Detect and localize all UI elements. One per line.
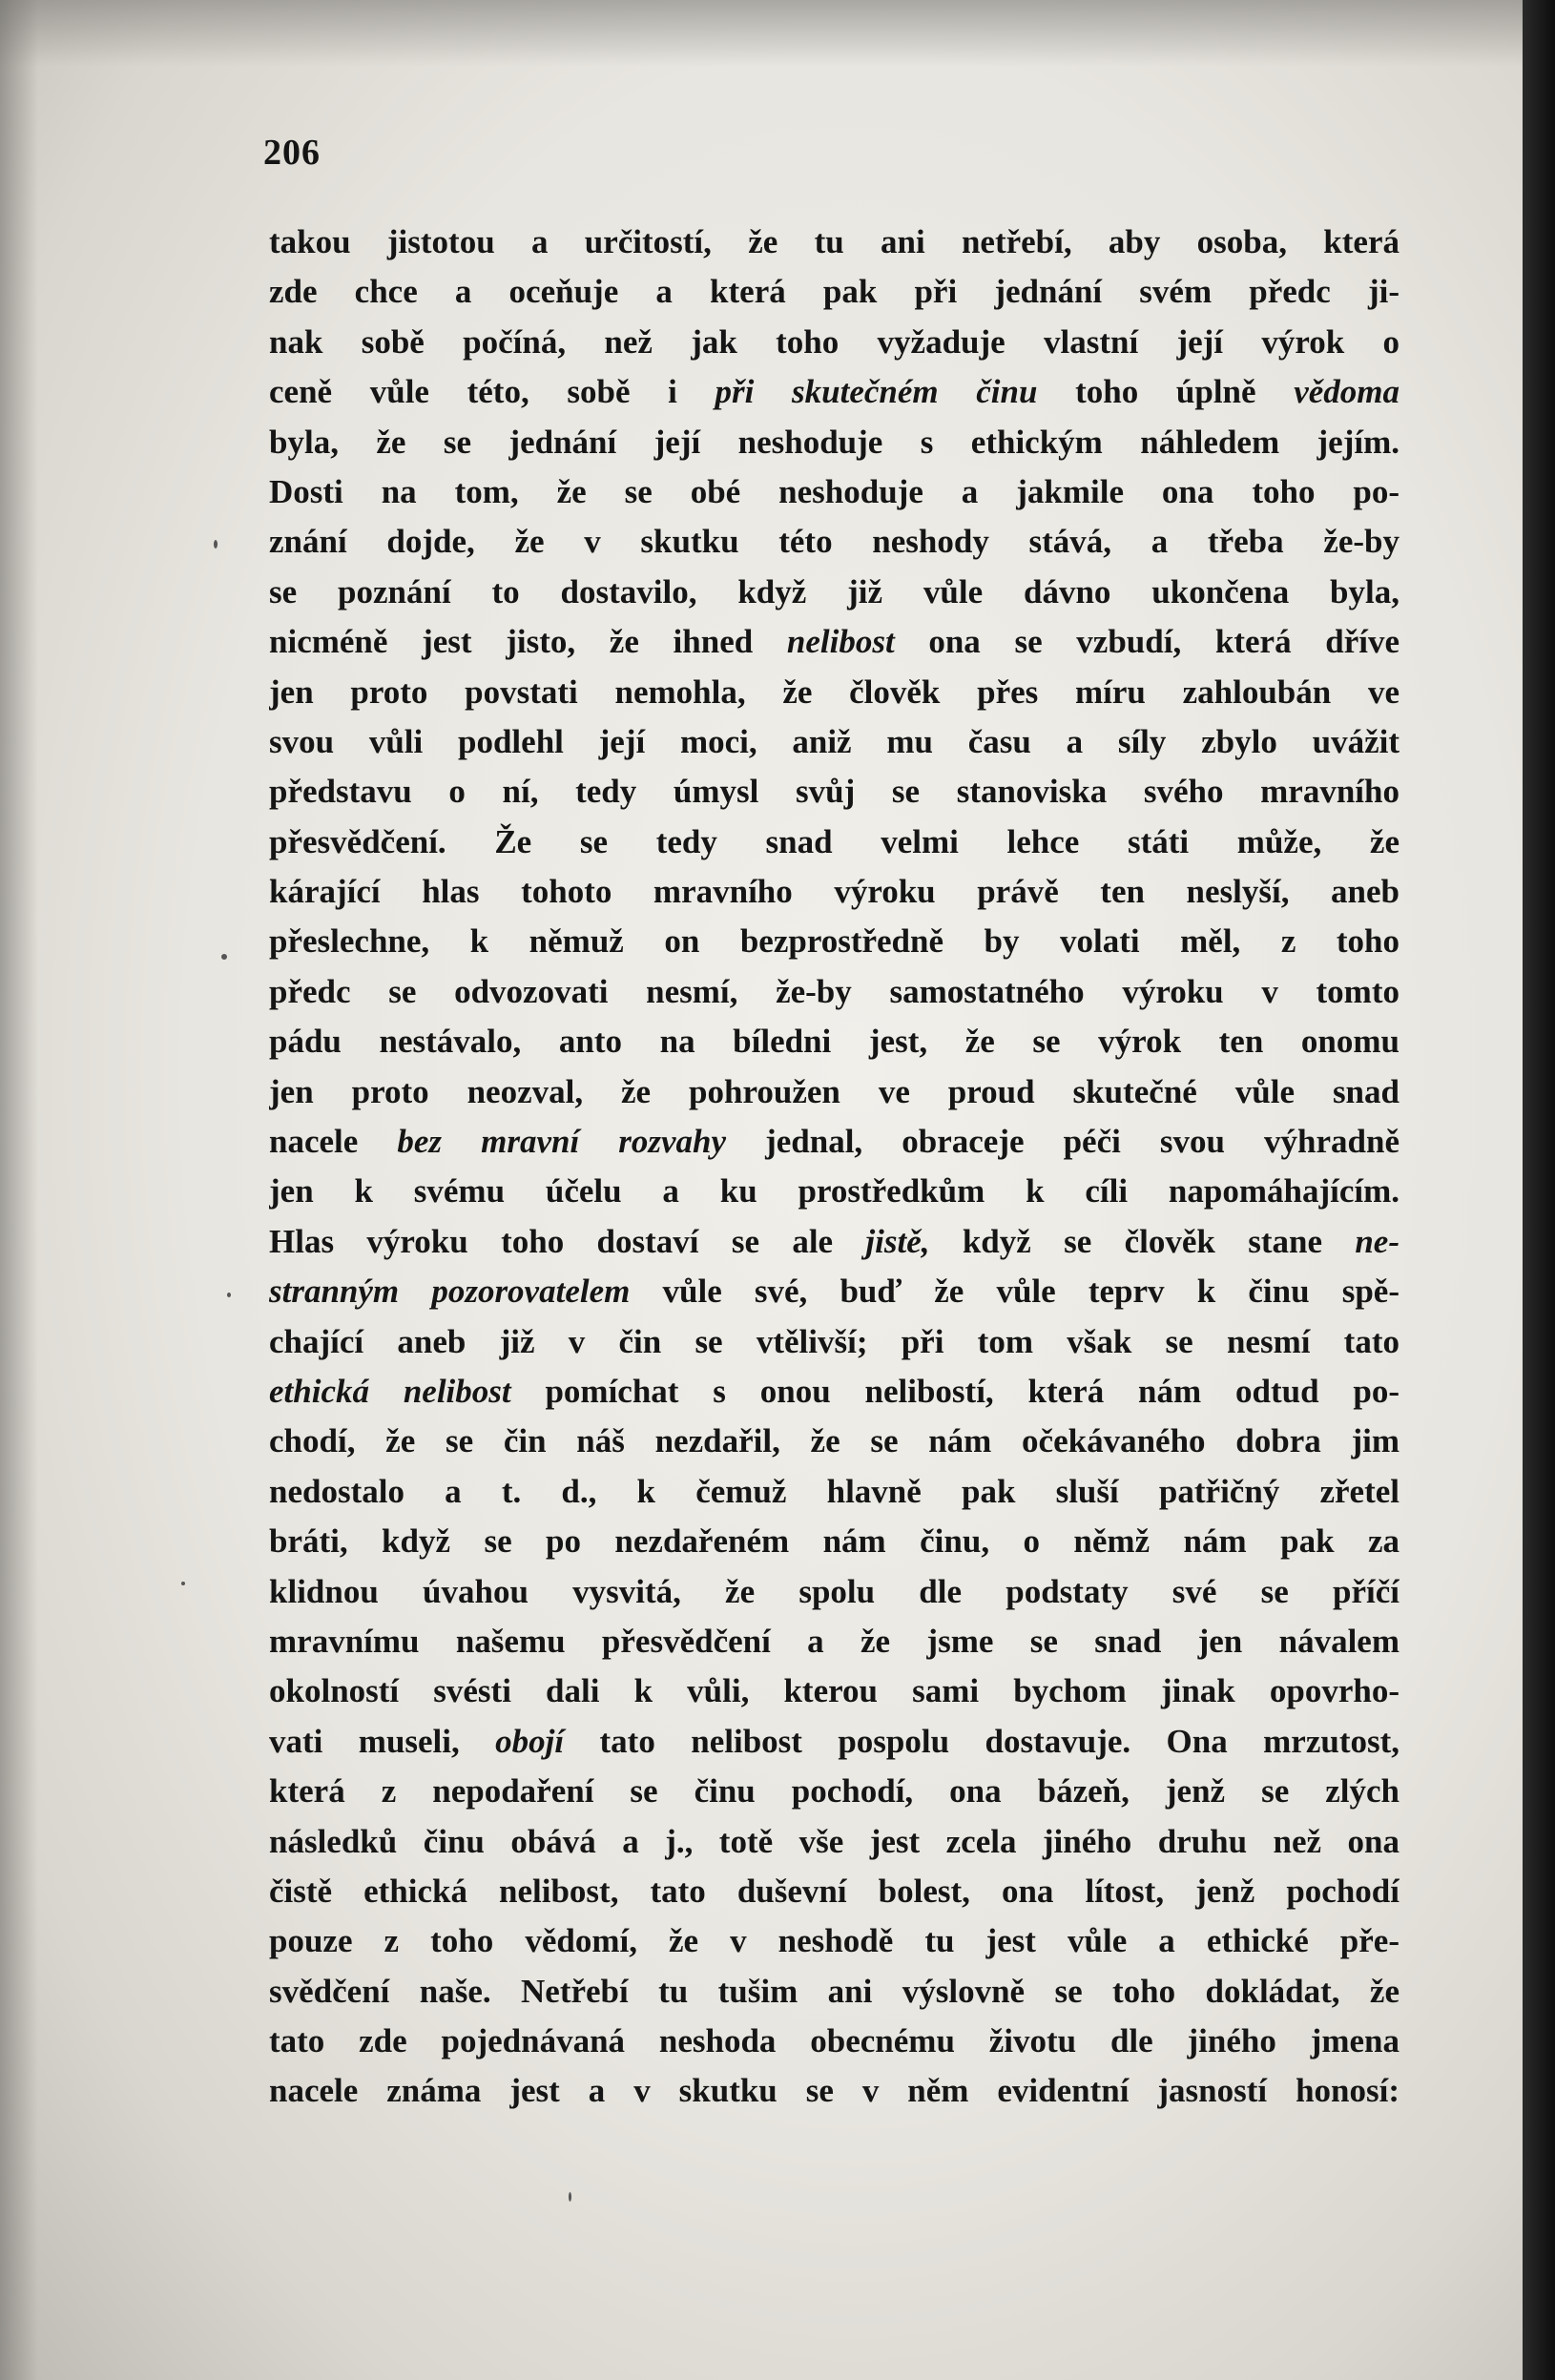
text-segment: tato zde pojednávaná neshoda obecnému životu dle jiného jmena [269,2022,1400,2060]
emphasized-text: stranným pozorovatelem [269,1273,631,1311]
text-line [269,1317,1400,1367]
text-line [269,867,1400,917]
text-segment: nicméně jest jisto, že ihned [269,623,787,661]
text-line [269,1867,1400,1916]
text-segment: následků činu obává a j., totě vše jest zcela jiného druhu než ona [269,1822,1400,1860]
page-number: 206 [263,133,321,173]
text-line [269,1617,1400,1666]
text-segment: přeslechne, k němuž on bezprostředně by volati měl, z toho [269,922,1400,961]
text-line [269,617,1400,667]
text-line [269,2066,1400,2116]
page-left-shadow [0,0,38,2380]
print-speck [181,1582,185,1585]
emphasized-text: při skutečném činu [715,373,1038,411]
text-segment: se poznání to dostavilo, když již vůle dávno ukončena byla, [269,572,1400,611]
text-segment: nacele známa jest a v skutku se v něm evidentní jasností honosí: [269,2072,1400,2110]
text-line [269,318,1400,367]
text-segment: bráti, když se po nezdařeném nám činu, o němž nám pak za [269,1522,1400,1561]
text-segment: takou jistotou a určitostí, že tu ani netřebí, aby osoba, která [269,223,1400,260]
text-segment: jednal, obraceje péči svou výhradně [726,1123,1400,1161]
text-line [269,1417,1400,1466]
text-line [269,418,1400,467]
text-segment: jen k svému účelu a ku prostředkům k cíli napomáhajícím. [269,1172,1400,1211]
text-line [269,1717,1400,1767]
text-segment: když se člověk stane [929,1222,1356,1260]
text-line [269,717,1400,767]
text-segment: pádu nestávalo, anto na bíledni jest, že se výrok ten onomu [269,1023,1400,1061]
text-line [269,767,1400,817]
page-right-edge [1523,0,1555,2380]
text-line [269,267,1400,317]
text-line [269,367,1400,417]
text-segment: přesvědčení. Že se tedy snad velmi lehce státi může, že [269,822,1400,860]
emphasized-text: ne- [1355,1222,1400,1260]
text-line [269,1916,1400,1966]
text-segment: kárající hlas tohoto mravního výroku právě ten neslyší, aneb [269,873,1400,911]
text-segment: jen proto neozval, že pohroužen ve proud skutečné vůle snad [269,1072,1400,1110]
text-segment: klidnou úvahou vysvitá, že spolu dle podstaty své se příčí [269,1572,1400,1610]
text-line [269,1217,1400,1267]
text-segment: jen proto povstati nemohla, že člověk přes míru zahloubán ve [269,673,1400,711]
print-speck [221,954,227,960]
text-segment: zde chce a oceňuje a která pak při jednání svém předc ji- [269,273,1400,311]
text-segment: svědčení naše. Netřebí tu tušim ani výslovně se toho dokládat, že [269,1972,1400,2010]
text-segment: nak sobě počíná, než jak toho vyžaduje vlastní její výrok o [269,322,1400,361]
emphasized-text: jistě, [865,1222,930,1260]
text-segment: svou vůli podlehl její moci, aniž mu času a síly zbylo uvážit [269,722,1400,760]
text-line [269,568,1400,617]
text-line [269,1467,1400,1517]
body-text [269,217,1400,2117]
text-line [269,1167,1400,1216]
text-segment: vůle své, buď že vůle teprv k činu spě- [630,1273,1400,1311]
print-speck [227,1293,231,1297]
text-segment: znání dojde, že v skutku této neshody stává, a třeba že-by [269,523,1400,561]
text-line [269,917,1400,966]
emphasized-text: vědoma [1294,373,1400,411]
text-segment: představu o ní, tedy úmysl svůj se stanoviska svého mravního [269,773,1400,811]
text-line [269,1567,1400,1617]
emphasized-text: ethická nelibost [269,1372,511,1410]
text-segment: chodí, že se čin náš nezdařil, že se nám očekávaného dobra jim [269,1422,1400,1460]
text-segment: chající aneb již v čin se vtělivší; při tom však se nesmí tato [269,1322,1400,1360]
text-segment: vati museli, [269,1722,496,1760]
text-segment: pomíchat s onou nelibostí, která nám odtud po- [510,1372,1400,1410]
text-segment: nedostalo a t. d., k čemuž hlavně pak sluší patřičný zřetel [269,1472,1400,1510]
text-segment: která z nepodaření se činu pochodí, ona bázeň, jenž se zlých [269,1772,1400,1811]
text-line [269,1017,1400,1066]
text-line [269,668,1400,717]
text-line [269,467,1400,517]
text-segment: tato nelibost pospolu dostavuje. Ona mrzutost, [564,1722,1400,1760]
text-line [269,1967,1400,2017]
text-line [269,1117,1400,1167]
text-segment: Hlas výroku toho dostaví se ale [269,1222,866,1260]
text-line [269,967,1400,1017]
text-segment: ona se vzbudí, která dříve [894,623,1400,661]
text-segment: pouze z toho vědomí, že v neshodě tu jest vůle a ethické pře- [269,1922,1400,1960]
text-line [269,1367,1400,1417]
text-segment: nacele [269,1123,398,1161]
text-segment: okolností svésti dali k vůli, kterou sami bychom jinak opovrho- [269,1672,1400,1710]
text-line [269,517,1400,567]
text-segment: čistě ethická nelibost, tato duševní bolest, ona lítost, jenž pochodí [269,1872,1400,1910]
text-line [269,1067,1400,1117]
text-line [269,1817,1400,1867]
emphasized-text: nelibost [786,623,895,661]
print-speck [214,540,218,548]
text-line [269,817,1400,867]
text-segment: ceně vůle této, sobě i [269,373,715,411]
emphasized-text: obojí [495,1722,565,1760]
text-line [269,1517,1400,1566]
text-segment: byla, že se jednání její neshoduje s ethickým náhledem jejím. [269,423,1400,461]
print-speck [569,2192,571,2202]
text-line [269,217,1400,267]
page-top-shadow [0,0,1555,67]
text-line [269,1666,1400,1716]
text-segment: toho úplně [1037,373,1295,411]
text-segment: Dosti na tom, že se obé neshoduje a jakmile ona toho po- [269,472,1400,510]
emphasized-text: bez mravní rozvahy [397,1123,727,1161]
text-line [269,1767,1400,1816]
text-segment: předc se odvozovati nesmí, že-by samostatného výroku v tomto [269,972,1400,1010]
text-segment: mravnímu našemu přesvědčení a že jsme se snad jen návalem [269,1622,1400,1660]
text-line [269,2017,1400,2066]
text-line [269,1267,1400,1316]
